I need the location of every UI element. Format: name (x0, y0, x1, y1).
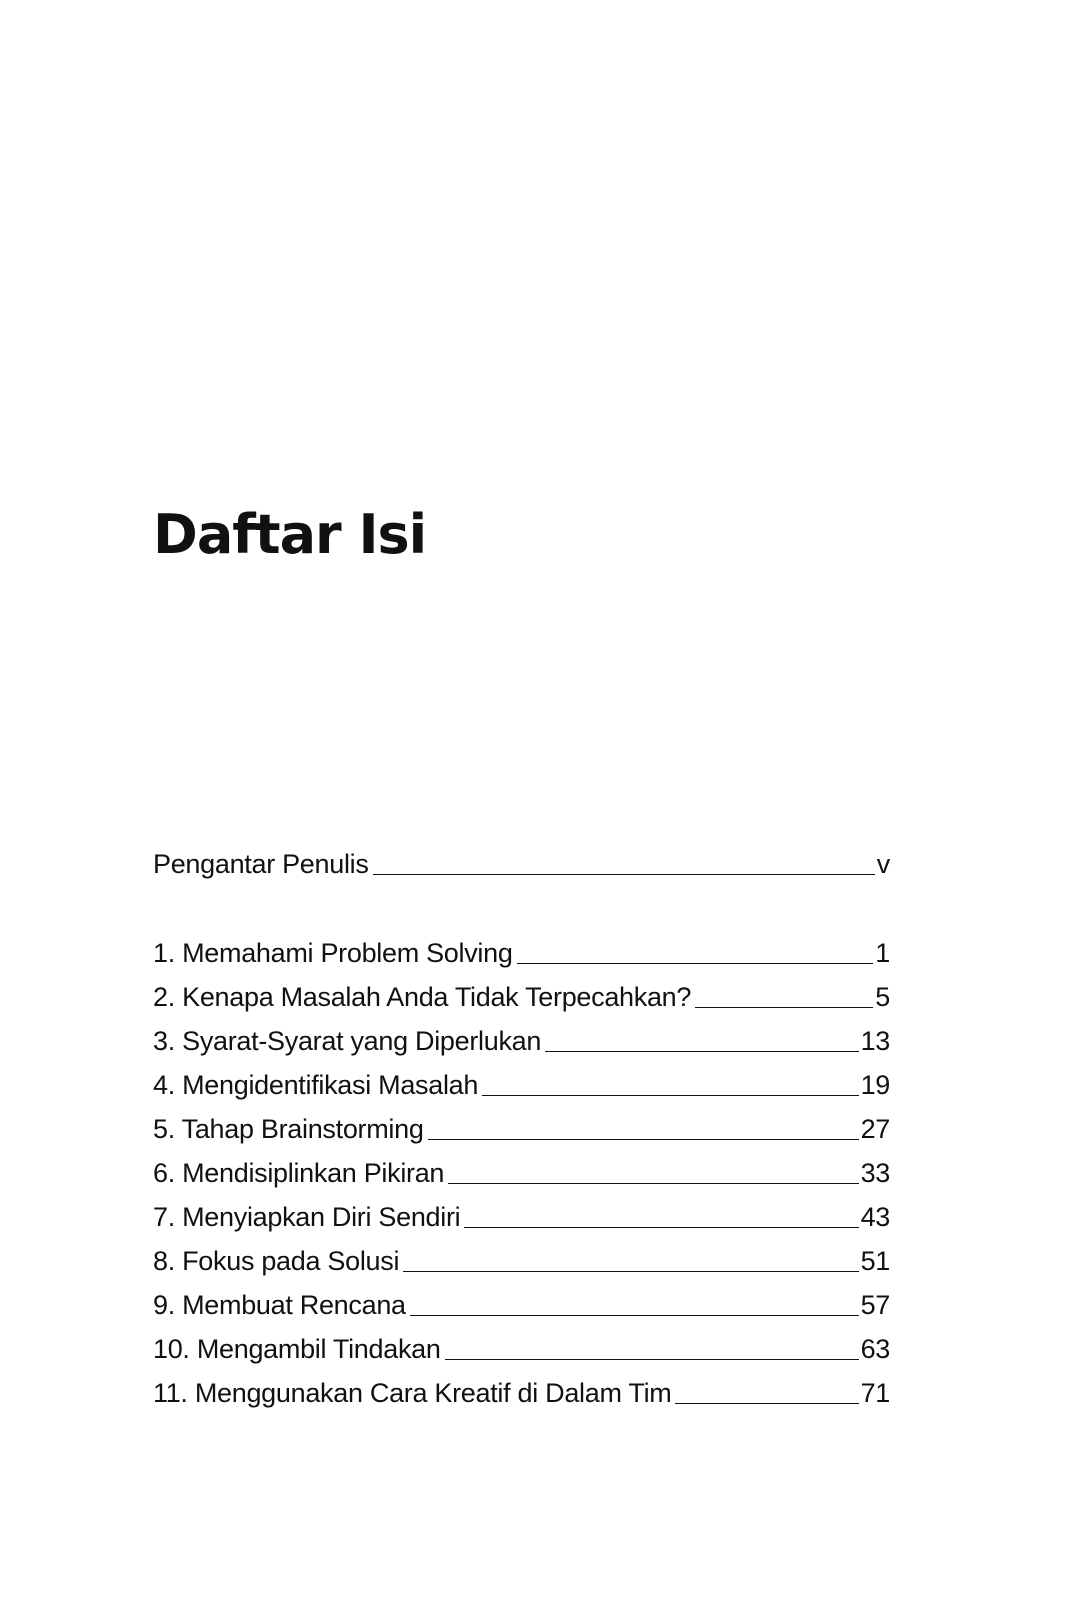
toc-entry-page: 33 (860, 1158, 890, 1188)
toc-entry-chapter-9[interactable] (153, 1281, 890, 1321)
toc-entry-chapter-2[interactable] (153, 973, 890, 1013)
toc-leader-line (517, 962, 874, 964)
toc-entry-page: 27 (860, 1114, 890, 1144)
toc-entry-page: 63 (860, 1334, 890, 1364)
toc-leader-line (428, 1138, 859, 1140)
toc-entry-chapter-11[interactable] (153, 1369, 890, 1409)
toc-entry-title: 4. Mengidentifikasi Masalah (153, 1070, 479, 1100)
toc-entry-title: 3. Syarat-Syarat yang Diperlukan (153, 1026, 542, 1056)
toc-entry-page: 13 (860, 1026, 890, 1056)
toc-leader-line (695, 1006, 873, 1008)
page-title: Daftar Isi (153, 503, 427, 566)
toc-leader-line (675, 1402, 858, 1404)
toc-entry-title: 8. Fokus pada Solusi (153, 1246, 400, 1276)
toc-entry-title: 1. Memahami Problem Solving (153, 938, 513, 968)
toc-entry-title: 6. Mendisiplinkan Pikiran (153, 1158, 445, 1188)
toc-leader-line (445, 1358, 859, 1360)
toc-entry-title: 5. Tahap Brainstorming (153, 1114, 424, 1144)
toc-entry-title: 9. Membuat Rencana (153, 1290, 406, 1320)
toc-leader-line (545, 1050, 858, 1052)
toc-leader-line (482, 1094, 858, 1096)
toc-entry-page: 19 (860, 1070, 890, 1100)
toc-entry-page: 43 (860, 1202, 890, 1232)
toc-entry-title: 10. Mengambil Tindakan (153, 1334, 441, 1364)
toc-entry-title: 2. Kenapa Masalah Anda Tidak Terpecahkan? (153, 982, 692, 1012)
toc-entry-chapter-7[interactable] (153, 1193, 890, 1233)
toc-leader-line (403, 1270, 858, 1272)
toc-entry-chapter-8[interactable] (153, 1237, 890, 1277)
toc-entry-page: 51 (860, 1246, 890, 1276)
toc-leader-line (448, 1182, 858, 1184)
toc-entry-chapter-6[interactable] (153, 1149, 890, 1189)
toc-entry-preface[interactable] (153, 840, 890, 880)
toc-entry-chapter-4[interactable] (153, 1061, 890, 1101)
toc-entry-chapter-10[interactable] (153, 1325, 890, 1365)
toc-leader-line (410, 1314, 859, 1316)
toc-leader-line (464, 1226, 858, 1228)
toc-entry-chapter-1[interactable] (153, 929, 890, 969)
toc-entry-title: 7. Menyiapkan Diri Sendiri (153, 1202, 461, 1232)
toc-leader-line (373, 873, 875, 875)
toc-entry-chapter-3[interactable] (153, 1017, 890, 1057)
toc-entry-chapter-5[interactable] (153, 1105, 890, 1145)
toc-entry-page: 71 (860, 1378, 890, 1408)
toc-entry-page: 57 (860, 1290, 890, 1320)
toc-entry-page: 5 (875, 982, 890, 1012)
toc-entry-title: Pengantar Penulis (153, 849, 369, 879)
toc-entry-page: v (876, 849, 890, 879)
toc-entry-page: 1 (875, 938, 890, 968)
toc-entry-title: 11. Menggunakan Cara Kreatif di Dalam Tim (153, 1378, 672, 1408)
